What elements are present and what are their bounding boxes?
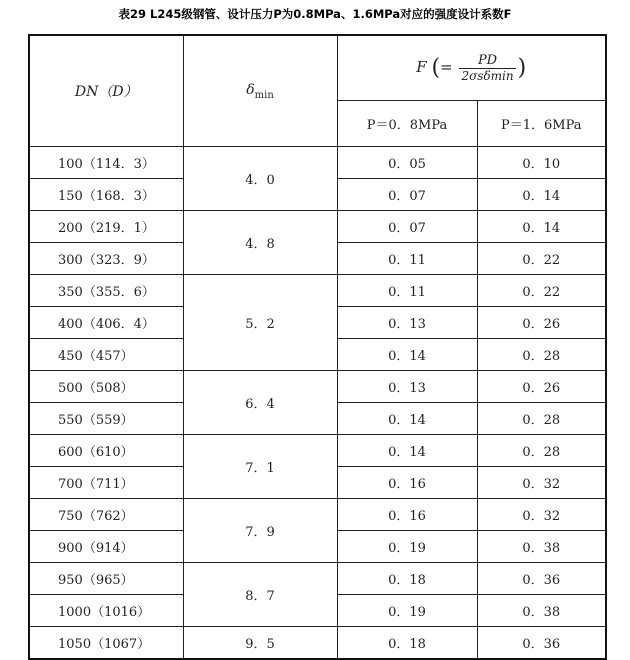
f-16-cell: 0．10 xyxy=(477,147,606,179)
header-f-formula: F (= $\frac{PD}{\text{2σsδmin}}$ ) xyxy=(337,35,606,100)
dn-cell: 450（457） xyxy=(29,339,183,371)
f-16-cell: 0．32 xyxy=(477,467,606,499)
strength-coefficient-table xyxy=(28,34,607,660)
table-row xyxy=(29,371,606,403)
table-row xyxy=(29,563,606,595)
f-16-cell: 0．28 xyxy=(477,339,606,371)
dn-cell: 550（559） xyxy=(29,403,183,435)
dn-cell: 350（355．6） xyxy=(29,275,183,307)
table-row xyxy=(29,211,606,243)
f-16-cell: 0．36 xyxy=(477,563,606,595)
f-16-cell: 0．28 xyxy=(477,435,606,467)
table-body xyxy=(29,147,606,660)
header-dn: DN（D） xyxy=(29,35,183,147)
f-08-cell: 0．13 xyxy=(337,307,477,339)
dn-cell: 700（711） xyxy=(29,467,183,499)
f-08-cell: 0．14 xyxy=(337,339,477,371)
table-row xyxy=(29,499,606,531)
f-16-cell: 0．38 xyxy=(477,531,606,563)
dn-cell: 750（762） xyxy=(29,499,183,531)
f-08-cell: 0．14 xyxy=(337,403,477,435)
table-row xyxy=(29,435,606,467)
dn-cell: 1050（1067） xyxy=(29,627,183,660)
f-16-cell: 0．26 xyxy=(477,371,606,403)
f-16-cell: 0．22 xyxy=(477,275,606,307)
f-08-cell: 0．14 xyxy=(337,435,477,467)
header-delta-min xyxy=(183,35,337,147)
delta-min-cell: 4．8 xyxy=(183,211,337,275)
dn-cell: 400（406．4） xyxy=(29,307,183,339)
dn-cell: 1000（1016） xyxy=(29,595,183,627)
f-16-cell: 0．36 xyxy=(477,627,606,660)
header-p-08: P＝0．8MPa xyxy=(337,100,477,146)
f-08-cell: 0．16 xyxy=(337,467,477,499)
header-f-label: F xyxy=(416,57,427,76)
f-16-cell: 0．32 xyxy=(477,499,606,531)
dn-cell: 200（219．1） xyxy=(29,211,183,243)
dn-cell: 150（168．3） xyxy=(29,179,183,211)
header-p-16: P＝1．6MPa xyxy=(477,100,606,146)
f-16-cell: 0．14 xyxy=(477,179,606,211)
f-08-cell: 0．18 xyxy=(337,627,477,660)
header-f-denominator: 2σsδmin xyxy=(461,68,514,83)
delta-min-cell: 4．0 xyxy=(183,147,337,211)
f-16-cell: 0．14 xyxy=(477,211,606,243)
delta-min-cell: 8．7 xyxy=(183,563,337,627)
f-08-cell: 0．05 xyxy=(337,147,477,179)
f-08-cell: 0．07 xyxy=(337,211,477,243)
header-delta-subscript: min xyxy=(254,89,274,101)
f-08-cell: 0．07 xyxy=(337,179,477,211)
f-16-cell: 0．26 xyxy=(477,307,606,339)
table-row xyxy=(29,275,606,307)
f-08-cell: 0．11 xyxy=(337,243,477,275)
header-f-eq: = xyxy=(440,57,453,76)
dn-cell: 950（965） xyxy=(29,563,183,595)
dn-cell: 500（508） xyxy=(29,371,183,403)
header-delta-symbol: δ xyxy=(246,81,255,98)
f-16-cell: 0．28 xyxy=(477,403,606,435)
delta-min-cell: 5．2 xyxy=(183,275,337,371)
f-08-cell: 0．16 xyxy=(337,499,477,531)
f-08-cell: 0．19 xyxy=(337,595,477,627)
f-16-cell: 0．38 xyxy=(477,595,606,627)
dn-cell: 900（914） xyxy=(29,531,183,563)
f-16-cell: 0．22 xyxy=(477,243,606,275)
table-row xyxy=(29,627,606,660)
f-08-cell: 0．19 xyxy=(337,531,477,563)
f-08-cell: 0．11 xyxy=(337,275,477,307)
delta-min-cell: 7．9 xyxy=(183,499,337,563)
header-f-fraction xyxy=(459,53,515,83)
header-f-numerator: PD xyxy=(459,53,515,69)
dn-cell: 100（114．3） xyxy=(29,147,183,179)
delta-min-cell: 6．4 xyxy=(183,371,337,435)
f-08-cell: 0．13 xyxy=(337,371,477,403)
table-title: 表29 L245级钢管、设计压力P为0.8MPa、1.6MPa对应的强度设计系数F xyxy=(118,7,512,21)
table-row xyxy=(29,147,606,179)
delta-min-cell: 9．5 xyxy=(183,627,337,660)
delta-min-cell: 7．1 xyxy=(183,435,337,499)
dn-cell: 600（610） xyxy=(29,435,183,467)
f-08-cell: 0．18 xyxy=(337,563,477,595)
dn-cell: 300（323．9） xyxy=(29,243,183,275)
